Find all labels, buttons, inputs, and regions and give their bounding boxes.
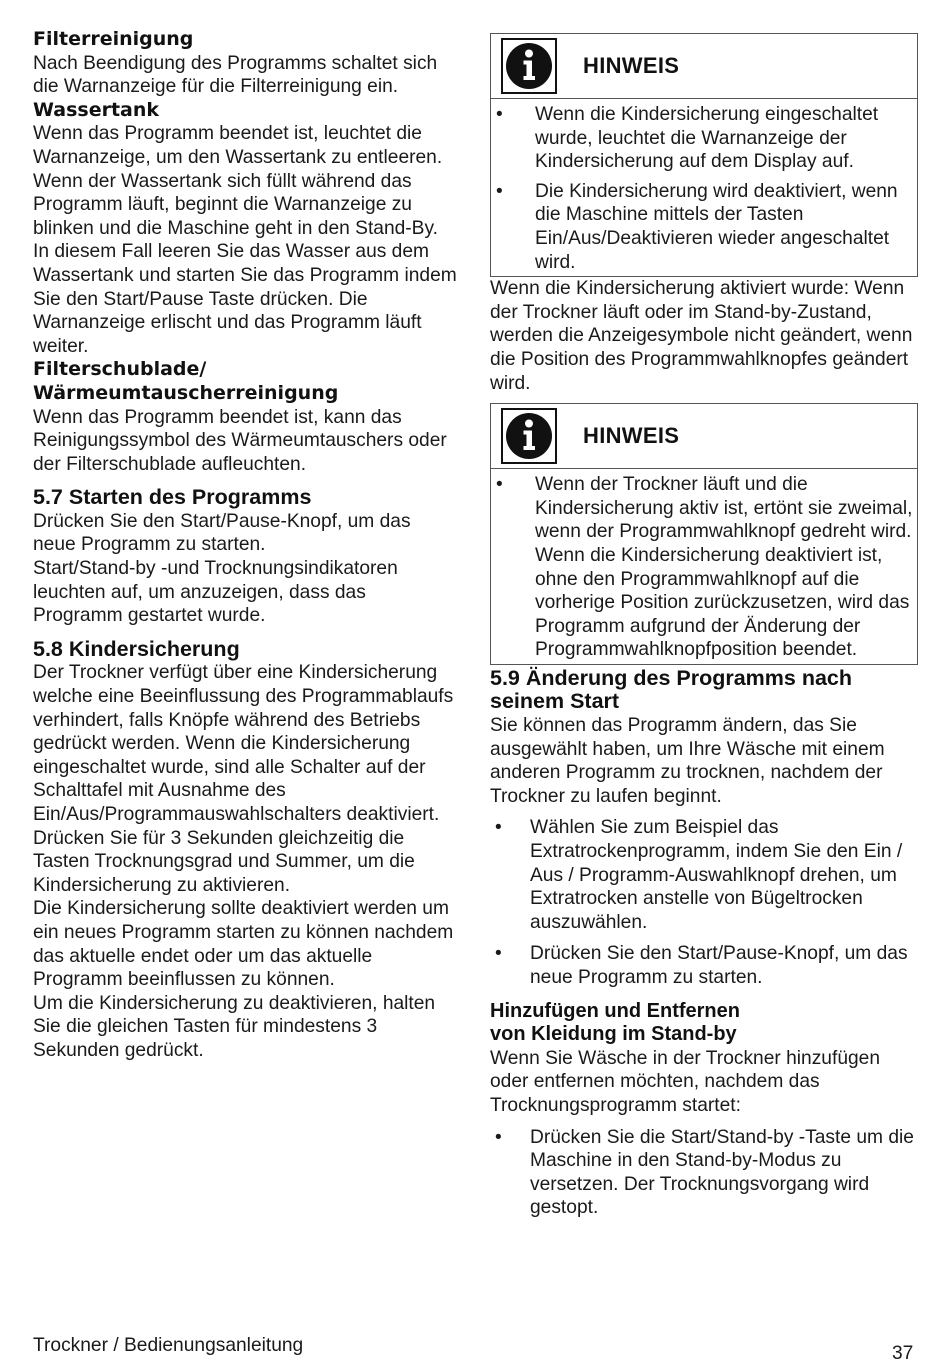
- section-5-9-text: Sie können das Programm ändern, das Sie ausgewählt haben, um Ihre Wäsche mit einem anderen Programm zu trocknen, nachdem der Trockner zu laufen beginnt.: [490, 715, 885, 807]
- drawer-heading-line1: Filterschublade/: [33, 358, 207, 381]
- note-box-1-list: [491, 103, 913, 274]
- list-item-text: Wählen Sie zum Beispiel das Extratrockenprogramm, indem Sie den Ein / Aus / Programm-Auswahlknopf drehen, um Extratrocken anstelle von Bügeltrocken auszuwählen.: [530, 817, 903, 933]
- section-5-8-para-2: Drücken Sie für 3 Sekunden gleichzeitig die Tasten Trocknungsgrad und Summer, um die Kindersicherung zu aktivieren.: [33, 827, 415, 896]
- add-remove-list: [490, 1126, 918, 1220]
- list-item: [491, 473, 913, 662]
- section-5-9-heading: [490, 667, 918, 714]
- left-column: [33, 28, 458, 1063]
- add-remove-heading: [490, 1000, 918, 1047]
- tank-text: Wenn das Programm beendet ist, leuchtet die Warnanzeige, um den Wassertank zu entleeren. Wenn der Wassertank sich füllt während das Programm läuft, beginnt die Warnanzeige zu blinken und die Maschine geht in den Stand-By. In diesem Fall leeren Sie das Wasser aus dem Wassertank und starten Sie das Programm indem Sie den Start/Pause Taste drücken. Die Warnanzeige erlischt und das Programm läuft weiter.: [33, 123, 457, 357]
- section-5-9-heading-line2: seinem Start: [490, 689, 620, 714]
- note-box-1-header: [491, 34, 917, 99]
- list-item: [490, 942, 918, 989]
- bullet: •: [496, 104, 503, 125]
- section-5-8-heading: 5.8 Kindersicherung: [33, 636, 240, 661]
- info-icon: [501, 38, 557, 94]
- note-box-2: [490, 403, 918, 665]
- list-item-text: Wenn der Trockner läuft und die Kindersicherung aktiv ist, ertönt sie zweimal, wenn der Programmwahlknopf gedreht wird. Wenn die Kindersicherung deaktiviert ist, ohne den Programmwahlknopf auf die vorherige Position zurückzusetzen, wird das Programm aufgrund der Änderung der Programmwahlknopfposition beendet.: [535, 474, 913, 661]
- note-box-1-body: [491, 99, 917, 276]
- note-box-2-header: [491, 404, 917, 469]
- add-remove-heading-line2: von Kleidung im Stand-by: [490, 1023, 737, 1046]
- drawer-text: Wenn das Programm beendet ist, kann das Reinigungssymbol des Wärmeumtauschers oder der Filterschublade aufleuchten.: [33, 406, 447, 475]
- section-5-8-para-4: Um die Kindersicherung zu deaktivieren, halten Sie die gleichen Tasten für mindestens 3 Sekunden gedrückt.: [33, 992, 436, 1061]
- section-5-7-para-1: Drücken Sie den Start/Pause-Knopf, um das neue Programm zu starten.: [33, 510, 411, 556]
- note-box-2-title: HINWEIS: [583, 423, 680, 449]
- bullet: •: [496, 180, 503, 202]
- section-5-7-heading: 5.7 Starten des Programms: [33, 485, 312, 510]
- drawer-heading: [33, 358, 458, 405]
- list-item-text: Wenn die Kindersicherung eingeschaltet wurde, leuchtet die Warnanzeige der Kindersicherung auf dem Display auf.: [535, 104, 879, 173]
- right-column: [490, 33, 918, 1220]
- section-5-7-para-2: Start/Stand-by -und Trocknungsindikatoren leuchten auf, um anzuzeigen, dass das Programm gestartet wurde.: [33, 558, 398, 627]
- footer-title: Trockner / Bedienungsanleitung: [33, 1335, 304, 1356]
- list-item: [490, 1126, 918, 1220]
- list-item: [491, 180, 913, 274]
- note-box-2-body: [491, 469, 917, 664]
- note-box-2-list: [491, 473, 913, 662]
- list-item: [490, 816, 918, 934]
- filter-text: Nach Beendigung des Programms schaltet sich die Warnanzeige für die Filterreinigung ein.: [33, 52, 438, 98]
- tank-heading: Wassertank: [33, 98, 160, 121]
- filter-heading: Filterreinigung: [33, 28, 194, 50]
- page-number: 37: [892, 1343, 914, 1364]
- section-5-8-para-3: Die Kindersicherung sollte deaktiviert werden um ein neues Programm starten zu können nachdem das aktuelle endet oder um das aktuelle Programm beeinflussen zu können.: [33, 898, 454, 991]
- note-box-1-title: HINWEIS: [583, 53, 680, 78]
- bullet: •: [495, 1126, 502, 1148]
- list-item-text: Die Kindersicherung wird deaktiviert, wenn die Maschine mittels der Tasten Ein/Aus/Deaktivieren wieder angeschaltet wird.: [535, 180, 898, 273]
- child-lock-active-text: Wenn die Kindersicherung aktiviert wurde: Wenn der Trockner läuft oder im Stand-by-Zustand, werden die Anzeigesymbole nicht geändert, wenn die Position des Programmwahlknopfes geändert wird.: [490, 278, 913, 394]
- bullet: •: [496, 474, 503, 496]
- list-item-text: Drücken Sie die Start/Stand-by -Taste um die Maschine in den Stand-by-Modus zu versetzen. Der Trocknungsvorgang wird gestopt.: [530, 1126, 914, 1219]
- bullet: •: [495, 817, 502, 839]
- list-item: [491, 103, 913, 174]
- info-icon: [501, 408, 557, 464]
- add-remove-text: Wenn Sie Wäsche in der Trockner hinzufügen oder entfernen möchten, nachdem das Trocknungsprogramm startet:: [490, 1047, 880, 1116]
- note-box-1: [490, 33, 918, 277]
- section-5-9-heading-line1: 5.9 Änderung des Programms nach: [490, 665, 853, 690]
- section-5-8-para-1: Der Trockner verfügt über eine Kindersicherung welche eine Beeinflussung des Programmablaufs verhindert, falls Knöpfe während des Betriebs gedrückt werden. Wenn die Kindersicherung eingeschaltet wurde, sind alle Schalter auf der Schalttafel mit Ausnahme des Ein/Aus/Programmauswahlschalters deaktiviert.: [33, 662, 454, 825]
- section-5-9-list: [490, 816, 918, 989]
- add-remove-heading-line1: Hinzufügen und Entfernen: [490, 999, 740, 1022]
- list-item-text: Drücken Sie den Start/Pause-Knopf, um das neue Programm zu starten.: [530, 943, 908, 988]
- bullet: •: [495, 943, 502, 965]
- drawer-heading-line2: Wärmeumtauscherreinigung: [33, 381, 339, 404]
